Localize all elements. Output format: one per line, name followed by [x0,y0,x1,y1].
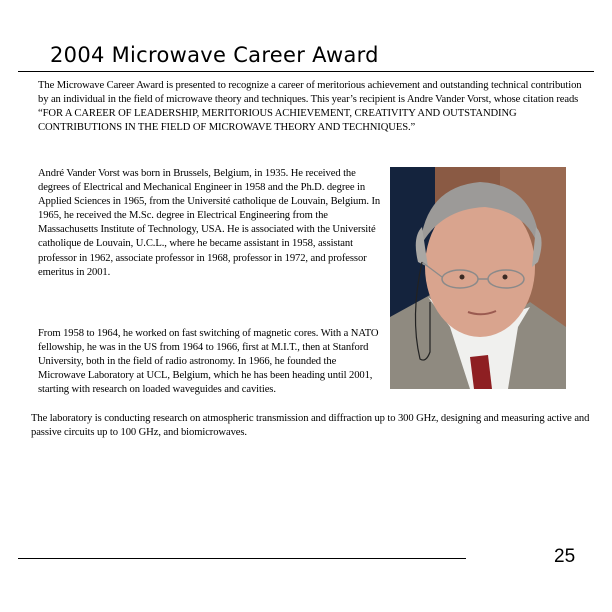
portrait-image [390,167,566,389]
intro-paragraph [38,79,588,135]
bio-text-2: From 1958 to 1964, he worked on fast switching of magnetic cores. With a NATO fellowship, he was in the US from 1964 to 1966, first at M.I.T., then at Stanford University, both in the field of radio astronomy. In 1966, he founded the Microwave Laboratory at UCL, Belgium, which he has been heading until 2001, starting with research on loaded waveguides and cavities. [38,328,379,396]
portrait-photo [390,167,566,389]
bio-paragraph-1 [38,167,383,280]
page-number: 25 [554,546,576,567]
bio-paragraph-2 [38,327,383,397]
bio-text-1: André Vander Vorst was born in Brussels, Belgium, in 1935. He received the degrees of Electrical and Mechanical Engineer in 1958 and the Ph.D. degree in Applied Sciences in 1965, from the Université catholique de Louvain, Belgium. In 1965, he received the M.Sc. degree in Electrical Engineering from the Massachusetts Institute of Technology, USA. He is associated with the Université catholique de Louvain, U.C.L., where he became assistant in 1958, assistant professor in 1962, associate professor in 1968, professor in 1972, and professor emeritus in 2001. [38,168,381,278]
slide-title: 2004 Microwave Career Award [50,43,379,67]
title-divider [18,71,594,72]
bio-paragraph-3 [31,412,591,440]
intro-text: The Microwave Career Award is presented to recognize a career of meritorious achievement and outstanding technical contribution by an individual in the field of microwave theory and techniques. This year’s recipient is Andre Vander Vorst, whose citation reads “FOR A CAREER OF LEADERSHIP, MERITORIOUS ACHIEVEMENT, CREATIVITY AND OUTSTANDING CONTRIBUTIONS IN THE FIELD OF MICROWAVE THEORY AND TECHNIQUES.” [38,80,582,134]
footer-divider [18,558,466,559]
bio-text-3: The laboratory is conducting research on atmospheric transmission and diffraction up to 300 GHz, designing and measuring active and passive circuits up to 100 GHz, and biomicrowaves. [31,413,590,439]
